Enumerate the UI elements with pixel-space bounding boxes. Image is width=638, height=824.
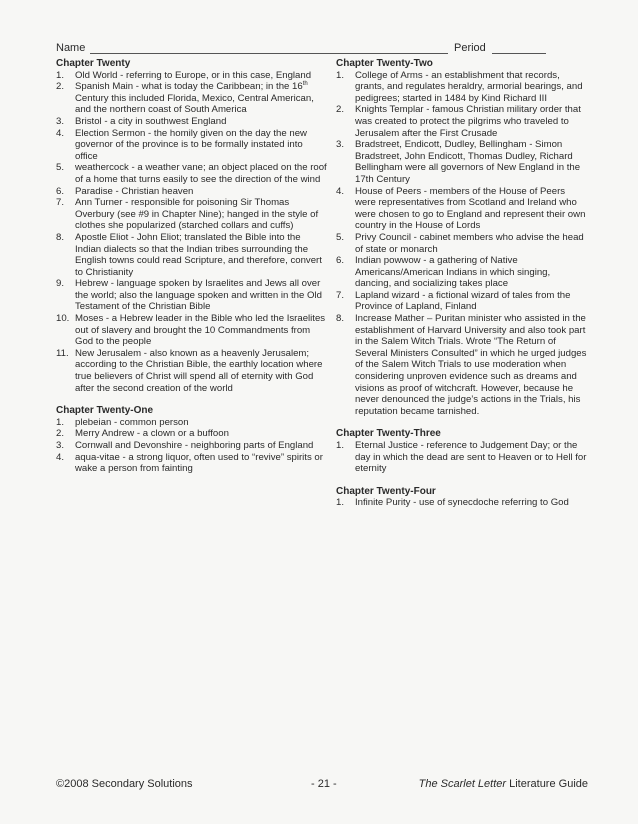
item-number: 1. [56,69,65,81]
chapter-heading: Chapter Twenty-Two [336,58,433,69]
vocab-list [56,70,328,395]
chapter-heading: Chapter Twenty-Three [336,428,441,440]
item-text: Century this included Florida, Mexico, Central American, and the northern coast of South America [75,92,314,116]
item-text: House of Peers - members of the House of Peers were representatives from Scotland and Ireland who were chosen to go to England and represent their own country in the House of Lords [355,185,586,232]
vocab-list [56,417,328,475]
list-item [56,440,328,452]
item-number: 8. [56,231,65,243]
item-number: 1. [336,69,345,81]
item-number: 9. [56,278,65,290]
list-item [56,313,328,348]
guide-suffix: Literature Guide [506,778,588,790]
item-number: 4. [56,127,65,139]
item-text: Bradstreet, Endicott, Dudley, Bellingham - Simon Bradstreet, John Endicott, Thomas Dudley, Richard Bellingham were all governors of New England in the 17th Century [355,139,581,185]
list-item [336,186,588,232]
item-text: Indian powwow - a gathering of Native Americans/American Indians in which singing, dancing, and socializing takes place [355,255,551,290]
item-text: Spanish Main - what is today the Caribbean; in the 16 [75,81,303,93]
list-item [336,70,588,105]
item-number: 5. [336,231,345,243]
page-number: - 21 - [311,778,337,790]
vocab-list [336,70,588,418]
list-item [336,497,588,509]
item-number: 7. [56,197,65,209]
list-item [56,452,328,475]
item-number: 6. [56,185,65,197]
list-item [56,116,328,128]
list-item [336,232,588,255]
name-blank-line [90,53,448,54]
item-number: 4. [336,185,345,197]
list-item [336,139,588,185]
list-item [56,81,328,116]
item-number: 3. [56,115,65,127]
name-label: Name [56,42,86,54]
item-text: Paradise - Christian heaven [75,185,194,197]
guide-title [419,778,588,790]
item-text: Election Sermon - the homily given on the day the new governor of the province is to be formally instated into office [75,127,307,162]
list-item [56,232,328,278]
item-text: Old World - referring to Europe, or in this case, England [75,69,312,81]
period-label: Period [454,42,486,54]
item-number: 1. [56,416,65,428]
item-text: plebeian - common person [75,416,189,428]
vocab-list [336,440,588,475]
item-superscript: th [302,81,308,87]
item-number: 7. [336,289,345,301]
list-item [336,255,588,290]
item-text: weathercock - a weather vane; an object placed on the roof of a home that turns easily to see the direction of the wind [75,162,327,185]
item-text: Increase Mather – Puritan minister who assisted in the establishment of Harvard University and also took part in the Salem Witch Trials. Wrote “The Return of Several Ministers Consulted” in which he urged judges of the Salem Witch Trials to use moderation when considering unproven evidence such as dreams and visions as proof of witchcraft. However, because he never denounced the judge’s actions in the Trials, his reputation became tarnished. [355,313,587,417]
item-number: 4. [56,451,65,463]
period-blank-line [492,53,546,54]
item-text: Hebrew - language spoken by Israelites and Jews all over the world; also the language spoken and written in the Old Testament of the Christian Bible [75,278,322,313]
left-column [56,58,328,475]
vocab-list [336,497,588,509]
item-text: Merry Andrew - a clown or a buffoon [75,428,229,440]
item-text: Bristol - a city in southwest England [75,115,227,127]
item-text: Knights Templar - famous Christian military order that was created to protect the pilgrims who traveled to Jerusalem after the First Crusade [355,104,581,139]
item-text: New Jerusalem - also known as a heavenly Jerusalem; according to the Christian Bible, the earthly location where true believers of Christ will spend all of eternity with God after the second creation of the world [75,347,323,394]
list-item [336,313,588,417]
item-text: aqua-vitae - a strong liquor, often used to “revive” spirits or wake a person from fainting [75,451,323,475]
list-item [56,197,328,232]
list-item [336,440,588,475]
item-number: 11. [56,347,69,359]
item-number: 1. [336,440,345,451]
item-text: College of Arms - an establishment that records, grants, and regulates heraldry, armorial bearings, and pedigrees; started in 1484 by Kind Richard III [355,69,583,104]
chapter-heading: Chapter Twenty [56,58,131,69]
item-text: Eternal Justice - reference to Judgement Day; or the day in which the dead are sent to Heaven or to Hell for eternity [355,440,587,475]
item-number: 10. [56,313,70,325]
item-text: Moses - a Hebrew leader in the Bible who led the Israelites out of slavery and brought the 10 Commandments from God to the people [75,313,326,348]
item-number: 2. [56,428,65,440]
list-item [56,278,328,313]
list-item [56,128,328,163]
list-item [56,348,328,394]
item-text: Lapland wizard - a fictional wizard of tales from the Province of Lapland, Finland [355,289,571,313]
item-number: 6. [336,255,345,267]
chapter-heading: Chapter Twenty-Four [336,485,436,497]
list-item [56,70,328,82]
item-number: 2. [56,81,65,93]
list-item [336,290,588,313]
list-item [56,162,328,185]
item-number: 3. [336,139,345,151]
copyright-text: ©2008 Secondary Solutions [56,778,193,790]
list-item [336,104,588,139]
item-text: Apostle Eliot - John Eliot; translated the Bible into the Indian dialects so that the Indian tribes surrounding the English towns could read Scripture, and therefore, convert to Christianity [75,231,322,278]
chapter-heading: Chapter Twenty-One [56,405,154,417]
item-text: Infinite Purity - use of synecdoche referring to God [355,497,569,509]
book-title: The Scarlet Letter [418,778,507,790]
list-item [56,428,328,440]
list-item [56,417,328,429]
item-text: Cornwall and Devonshire - neighboring parts of England [75,440,314,451]
item-number: 3. [56,440,65,451]
item-number: 8. [336,313,345,325]
item-text: Ann Turner - responsible for poisoning Sir Thomas Overbury (see #9 in Chapter Nine); hanged in the style of clothes she popularized (starched collars and cuffs) [75,197,319,232]
list-item [56,186,328,198]
item-text: Privy Council - cabinet members who advise the head of state or monarch [355,231,584,255]
right-column [336,58,588,509]
item-number: 5. [56,162,65,174]
item-number: 2. [336,104,345,116]
item-number: 1. [336,497,345,509]
